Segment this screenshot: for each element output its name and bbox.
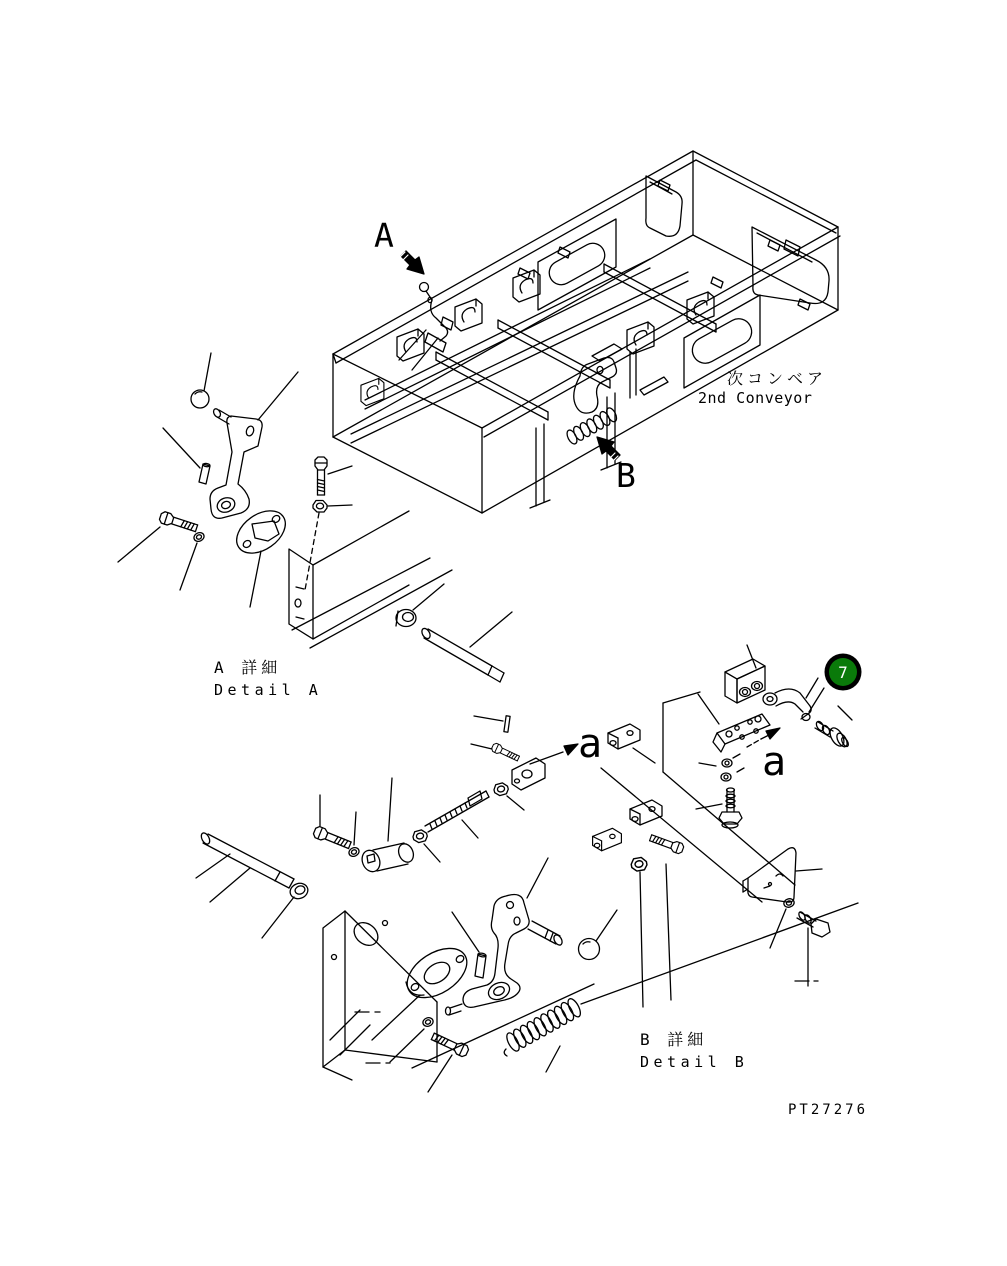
section-label-a2: a (762, 739, 787, 785)
washer-b1 (390, 1016, 434, 1062)
assembly-caption-jp: 次コンベア (727, 369, 828, 388)
detail-b-caption-jp: B 詳細 (640, 1030, 708, 1049)
threaded-rod (425, 791, 489, 838)
assembly-axis-dashed-line (305, 513, 319, 590)
washer-mid (348, 812, 361, 858)
assembly-caption-en: 2nd Conveyor (698, 389, 813, 407)
crank-lever (210, 372, 298, 518)
hex-nut-b2 (493, 782, 524, 810)
detail-a-caption-en: Detail A (214, 681, 323, 699)
part-code: PT27276 (788, 1102, 869, 1118)
detail-a-caption-jp: A 詳細 (214, 658, 282, 677)
tension-spring-b-target (565, 344, 668, 445)
bushing (396, 584, 444, 627)
bushing-b (262, 881, 310, 938)
hex-bolt-left (118, 511, 198, 562)
hole-blocks (593, 724, 662, 851)
ball-knob (191, 353, 211, 408)
detail-b-caption-en: Detail B (640, 1053, 749, 1071)
bent-link (763, 678, 818, 721)
hex-bolt-guard (797, 911, 830, 986)
u-clip (699, 754, 744, 781)
mounting-box (289, 511, 452, 648)
spring-washer (180, 531, 205, 590)
flanged-bolt-7 (809, 688, 852, 748)
straight-pin (163, 428, 210, 484)
hex-bolt-b2 (471, 742, 520, 762)
section-label-a1: a (578, 721, 603, 767)
view-label-a: A (374, 216, 394, 255)
flange-plate (229, 502, 293, 607)
crank-lever-b (446, 858, 564, 1015)
pin-b2 (474, 716, 510, 732)
long-rod (196, 832, 294, 902)
hex-bolt-left-b (649, 833, 685, 1000)
solenoid-box (725, 645, 765, 703)
washer-guard (770, 898, 795, 948)
section-dashes (355, 981, 818, 1068)
connecting-rod (420, 612, 512, 682)
hex-nut (313, 501, 352, 513)
rail-clips (518, 180, 810, 310)
hex-bolt-mid (312, 795, 352, 851)
pin-b (452, 912, 486, 978)
section-arrow-a1-icon (564, 744, 578, 755)
rod-end-bearing (359, 778, 416, 874)
callout-number[interactable]: 7 (838, 663, 848, 682)
view-label-b: B (616, 456, 636, 495)
detail-b-view (196, 645, 858, 1092)
rod-end-block (512, 752, 563, 790)
ball-knob-b (579, 910, 618, 960)
mounting-plate (698, 694, 770, 752)
hex-bolt-vertical (315, 457, 352, 495)
hex-nut-mid (412, 829, 440, 862)
view-arrow-a-icon (399, 251, 424, 274)
main-assembly-view (333, 151, 840, 513)
detail-a-view (118, 353, 512, 682)
part-callout-7[interactable] (825, 654, 862, 691)
hex-bolt-vertical-b (696, 788, 742, 828)
